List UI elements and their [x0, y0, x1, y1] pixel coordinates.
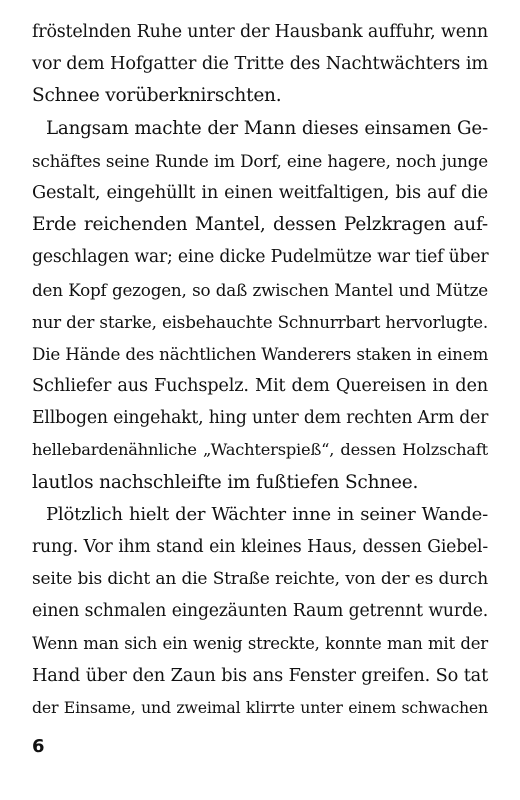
text-line: nur der starke, eisbehauchte Schnurrbart hervorlugte.	[32, 311, 488, 332]
text-line: Wenn man sich ein wenig streckte, konnte man mit der	[32, 633, 488, 653]
text-line: Langsam machte der Mann dieses einsamen Ge-	[46, 117, 488, 139]
text-line: geschlagen war; eine dicke Pudelmütze war tief über	[32, 247, 489, 268]
text-line: hellebardenähnliche „Wachterspieß“, dessen Holzschaft	[32, 440, 488, 460]
page-number: 6	[32, 736, 45, 757]
text-line: Hand über den Zaun bis ans Fenster greifen. So tat	[32, 665, 488, 686]
text-line: fröstelnden Ruhe unter der Hausbank auffuhr, wenn	[32, 22, 488, 42]
paragraph-2	[32, 113, 488, 499]
text-line: vor dem Hofgatter die Tritte des Nachtwächters im	[32, 54, 488, 75]
text-line: Ellbogen eingehakt, hing unter dem rechten Arm der	[32, 408, 489, 429]
text-line: Gestalt, eingehüllt in einen weitfaltigen, bis auf die	[32, 182, 488, 203]
text-line: Schnee vorüberknirschten.	[32, 85, 282, 107]
text-line: schäftes seine Runde im Dorf, eine hagere, noch junge	[32, 150, 488, 171]
paragraph-1	[32, 16, 488, 113]
text-line: der Einsame, und zweimal klirrte unter einem schwachen	[32, 697, 488, 717]
paragraph-3	[32, 499, 488, 724]
text-line: lautlos nachschleifte im fußtiefen Schnee.	[32, 471, 419, 493]
text-line: den Kopf gezogen, so daß zwischen Mantel und Mütze	[32, 279, 488, 300]
text-line: Plötzlich hielt der Wächter inne in seiner Wande-	[46, 503, 488, 525]
text-line: Die Hände des nächtlichen Wanderers staken in einem	[32, 343, 489, 364]
text-line: seite bis dicht an die Straße reichte, von der es durch	[32, 569, 488, 590]
text-line: Erde reichenden Mantel, dessen Pelzkragen auf-	[32, 214, 488, 236]
text-line: Schliefer aus Fuchspelz. Mit dem Quereisen in den	[32, 376, 488, 397]
text-line: rung. Vor ihm stand ein kleines Haus, dessen Giebel-	[32, 537, 488, 557]
text-line: einen schmalen eingezäunten Raum getrennt wurde.	[32, 601, 488, 622]
page-body-text	[32, 16, 488, 724]
